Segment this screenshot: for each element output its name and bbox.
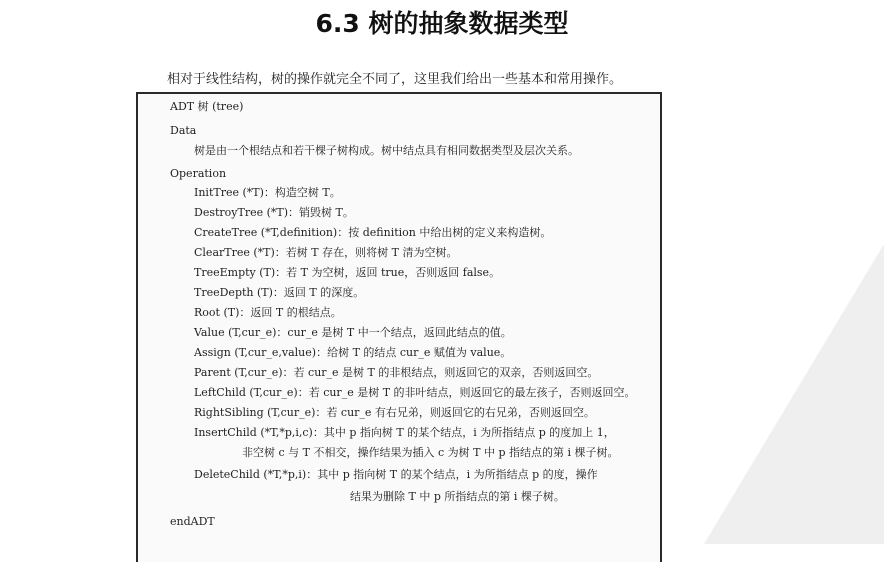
section-title: 6.3 树的抽象数据类型 (315, 9, 569, 38)
op-value: Value (T,cur_e)：cur_e 是树 T 中一个结点，返回此结点的值。 (194, 326, 512, 339)
op-tree-empty: TreeEmpty (T)：若 T 为空树，返回 true，否则返回 false。 (194, 266, 501, 279)
adt-header: ADT 树 (tree) (170, 100, 244, 113)
op-parent: Parent (T,cur_e)：若 cur_e 是树 T 的非根结点，则返回它的双亲，否则返回空。 (194, 366, 599, 379)
op-init-tree: InitTree (*T)：构造空树 T。 (194, 186, 341, 199)
op-destroy-tree: DestroyTree (*T)：销毁树 T。 (194, 206, 354, 219)
adt-end: endADT (170, 515, 215, 528)
op-insert-child: InsertChild (*T,*p,i,c)：其中 p 指向树 T 的某个结点，i 为所指结点 p 的度加上 1， (194, 426, 615, 439)
intro-paragraph: 相对于线性结构，树的操作就完全不同了，这里我们给出一些基本和常用操作。 (167, 72, 623, 87)
op-root: Root (T)：返回 T 的根结点。 (194, 306, 342, 319)
op-insert-child-cont: 非空树 c 与 T 不相交，操作结果为插入 c 为树 T 中 p 指结点的第 i 棵子树。 (242, 446, 619, 459)
op-left-child: LeftChild (T,cur_e)：若 cur_e 是树 T 的非叶结点，则返回它的最左孩子，否则返回空。 (194, 386, 636, 399)
op-delete-child-cont: 结果为删除 T 中 p 所指结点的第 i 棵子树。 (350, 490, 565, 503)
op-assign: Assign (T,cur_e,value)：给树 T 的结点 cur_e 赋值为 value。 (194, 346, 512, 359)
op-tree-depth: TreeDepth (T)：返回 T 的深度。 (194, 286, 365, 299)
data-label: Data (170, 124, 197, 137)
data-description: 树是由一个根结点和若干棵子树构成。树中结点具有相同数据类型及层次关系。 (194, 144, 579, 157)
op-create-tree: CreateTree (*T,definition)：按 definition 中给出树的定义来构造树。 (194, 226, 552, 239)
op-delete-child: DeleteChild (*T,*p,i)：其中 p 指向树 T 的某个结点，i 为所指结点 p 的度，操作 (194, 468, 598, 481)
op-right-sibling: RightSibling (T,cur_e)：若 cur_e 有右兄弟，则返回它的右兄弟，否则返回空。 (194, 406, 595, 419)
adt-definition-box (136, 92, 662, 562)
operation-label: Operation (170, 167, 227, 180)
op-clear-tree: ClearTree (*T)：若树 T 存在，则将树 T 清为空树。 (194, 246, 458, 259)
page-shadow (704, 244, 884, 544)
